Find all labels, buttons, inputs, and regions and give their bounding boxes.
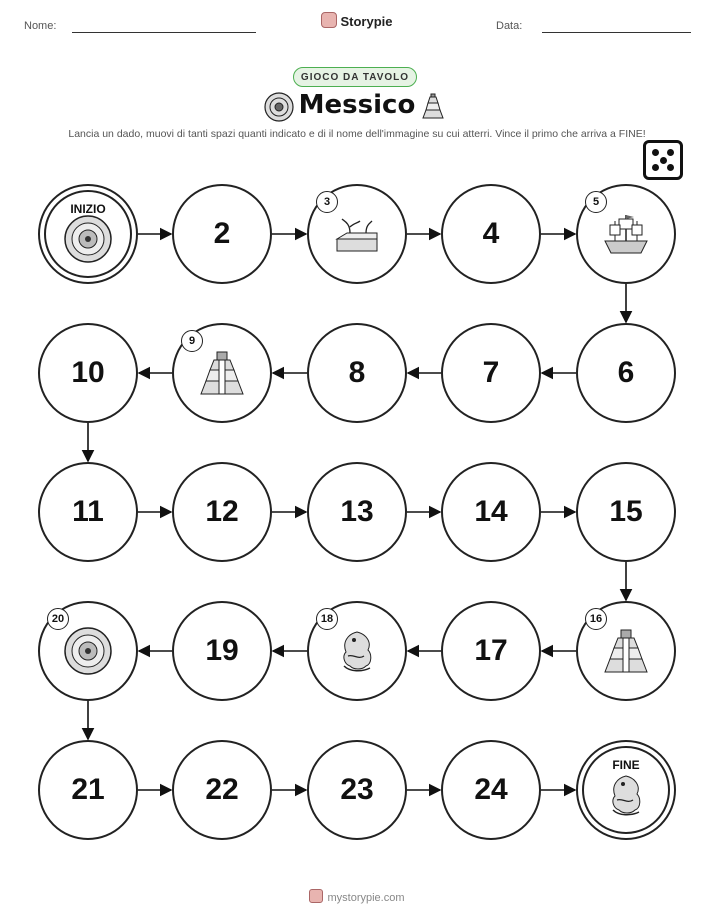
space-number: 17 — [474, 634, 508, 667]
instructions: Lancia un dado, muovi di tanti spazi quanti indicato e di il nome dell'immagine su cui atterri. Vince il primo che arriva a FINE! — [68, 128, 646, 140]
space-number-badge: 3 — [316, 191, 338, 213]
space-number: 10 — [71, 356, 105, 389]
page-title: Messico — [298, 90, 416, 120]
board-space-15 — [576, 462, 676, 562]
board-space-12 — [172, 462, 272, 562]
space-number: 11 — [72, 495, 104, 528]
board-space-8 — [307, 323, 407, 423]
board-space-4 — [441, 184, 541, 284]
board-space-10 — [38, 323, 138, 423]
space-number: 24 — [474, 773, 508, 806]
game-type-badge: GIOCO DA TAVOLO — [293, 67, 417, 87]
board-space-22 — [172, 740, 272, 840]
space-number-badge: 20 — [47, 608, 69, 630]
board-space-17 — [441, 601, 541, 701]
space-number: 15 — [609, 495, 643, 528]
footer-url: mystorypie.com — [327, 892, 405, 904]
space-number: 4 — [482, 217, 500, 250]
storypie-logo-icon — [309, 889, 323, 903]
space-number: 8 — [348, 356, 366, 389]
space-label: FINE — [612, 758, 640, 772]
galleon-ship-icon — [601, 209, 651, 259]
chinampa-garden-icon — [332, 209, 382, 259]
space-number: 23 — [340, 773, 374, 806]
space-number-badge: 16 — [585, 608, 607, 630]
space-number-badge: 18 — [316, 608, 338, 630]
board-space-23 — [307, 740, 407, 840]
board-space-19 — [172, 601, 272, 701]
board-space-1 — [38, 184, 138, 284]
space-number: 22 — [205, 773, 239, 806]
board-space-7 — [441, 323, 541, 423]
board-space-21 — [38, 740, 138, 840]
aztec-calendar-icon — [63, 626, 113, 676]
space-label: INIZIO — [70, 202, 106, 216]
space-number: 14 — [474, 495, 508, 528]
footer — [0, 889, 714, 904]
space-number: 6 — [617, 356, 635, 389]
eagle-snake-icon — [601, 770, 651, 820]
brand-text: Storypie — [340, 14, 393, 29]
space-number: 21 — [71, 773, 105, 806]
pyramid-icon — [601, 626, 651, 676]
space-number-badge: 9 — [181, 330, 203, 352]
board-space-11 — [38, 462, 138, 562]
pyramid-icon — [197, 348, 247, 398]
space-number: 13 — [340, 495, 374, 528]
date-label: Data: — [496, 20, 523, 32]
board-space-6 — [576, 323, 676, 423]
name-label: Nome: — [24, 20, 57, 32]
space-number: 7 — [482, 356, 500, 389]
space-number: 12 — [205, 495, 239, 528]
board-space-25 — [576, 740, 676, 840]
aztec-calendar-icon — [63, 214, 113, 264]
board-space-13 — [307, 462, 407, 562]
board-space-24 — [441, 740, 541, 840]
space-number: 19 — [205, 634, 239, 667]
eagle-snake-icon — [332, 626, 382, 676]
space-number-badge: 5 — [585, 191, 607, 213]
board-space-14 — [441, 462, 541, 562]
board-space-2 — [172, 184, 272, 284]
space-number: 2 — [213, 217, 231, 250]
